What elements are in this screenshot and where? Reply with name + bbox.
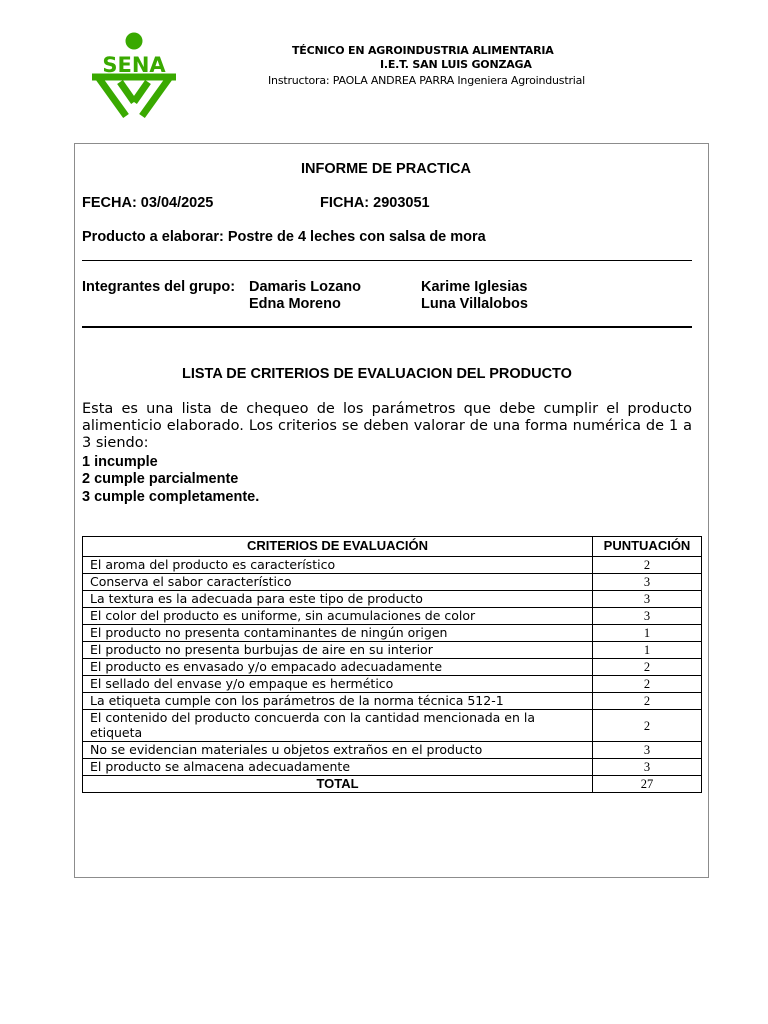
- member-name: Damaris Lozano: [249, 279, 361, 295]
- criterion-cell: El sellado del envase y/o empaque es hermético: [83, 676, 593, 693]
- criterion-cell: La textura es la adecuada para este tipo de producto: [83, 591, 593, 608]
- score-cell: 2: [593, 659, 702, 676]
- table-row: [83, 710, 702, 742]
- table-row: [83, 659, 702, 676]
- criteria-table: [82, 536, 702, 793]
- table-row: [83, 642, 702, 659]
- criterion-cell: El contenido del producto concuerda con la cantidad mencionada en la etiqueta: [83, 710, 593, 742]
- score-cell: 2: [593, 557, 702, 574]
- logo-wordmark: SENA: [102, 53, 166, 77]
- total-row: [83, 776, 702, 793]
- score-cell: 2: [593, 693, 702, 710]
- fecha: FECHA: 03/04/2025: [82, 195, 214, 211]
- sena-logo: [84, 30, 184, 122]
- scale-item: 1 incumple: [82, 454, 158, 470]
- criterion-cell: El producto no presenta contaminantes de ningún origen: [83, 625, 593, 642]
- score-cell: 2: [593, 676, 702, 693]
- member-name: Karime Iglesias: [421, 279, 528, 295]
- score-cell: 3: [593, 742, 702, 759]
- table-row: [83, 608, 702, 625]
- ficha: FICHA: 2903051: [320, 195, 430, 211]
- table-row: [83, 591, 702, 608]
- list-title: LISTA DE CRITERIOS DE EVALUACION DEL PRODUCTO: [182, 366, 572, 382]
- criterion-cell: El color del producto es uniforme, sin acumulaciones de color: [83, 608, 593, 625]
- criterion-cell: La etiqueta cumple con los parámetros de la norma técnica 512-1: [83, 693, 593, 710]
- criteria-header: CRITERIOS DE EVALUACIÓN: [83, 537, 593, 557]
- criterion-cell: Conserva el sabor característico: [83, 574, 593, 591]
- school-name: I.E.T. SAN LUIS GONZAGA: [380, 58, 532, 71]
- score-cell: 3: [593, 759, 702, 776]
- criterion-cell: El producto es envasado y/o empacado adecuadamente: [83, 659, 593, 676]
- divider: [82, 326, 692, 328]
- intro-paragraph: Esta es una lista de chequeo de los parámetros que debe cumplir el producto alimenticio elaborado. Los criterios se deben valorar de una forma numérica de 1 a 3 siendo:: [82, 401, 692, 451]
- score-cell: 1: [593, 625, 702, 642]
- score-cell: 3: [593, 574, 702, 591]
- table-row: [83, 759, 702, 776]
- total-value: 27: [593, 776, 702, 793]
- total-label: TOTAL: [83, 776, 593, 793]
- criterion-cell: No se evidencian materiales u objetos extraños en el producto: [83, 742, 593, 759]
- report-title: INFORME DE PRACTICA: [301, 161, 471, 177]
- criterion-cell: El producto no presenta burbujas de aire en su interior: [83, 642, 593, 659]
- score-cell: 2: [593, 710, 702, 742]
- score-cell: 3: [593, 608, 702, 625]
- table-header-row: [83, 537, 702, 557]
- score-header: PUNTUACIÓN: [593, 537, 702, 557]
- scale-item: 3 cumple completamente.: [82, 489, 260, 505]
- table-row: [83, 625, 702, 642]
- table-row: [83, 742, 702, 759]
- score-cell: 1: [593, 642, 702, 659]
- scale-item: 2 cumple parcialmente: [82, 471, 239, 487]
- producto: Producto a elaborar: Postre de 4 leches con salsa de mora: [82, 229, 486, 245]
- member-name: Luna Villalobos: [421, 296, 528, 312]
- divider: [82, 260, 692, 261]
- table-row: [83, 574, 702, 591]
- score-cell: 3: [593, 591, 702, 608]
- program-title: TÉCNICO EN AGROINDUSTRIA ALIMENTARIA: [292, 44, 554, 57]
- integrantes-label: Integrantes del grupo:: [82, 279, 236, 295]
- table-row: [83, 693, 702, 710]
- table-row: [83, 676, 702, 693]
- table-row: [83, 557, 702, 574]
- criterion-cell: El aroma del producto es característico: [83, 557, 593, 574]
- member-name: Edna Moreno: [249, 296, 341, 312]
- criterion-cell: El producto se almacena adecuadamente: [83, 759, 593, 776]
- instructor-line: Instructora: PAOLA ANDREA PARRA Ingeniera Agroindustrial: [268, 74, 586, 87]
